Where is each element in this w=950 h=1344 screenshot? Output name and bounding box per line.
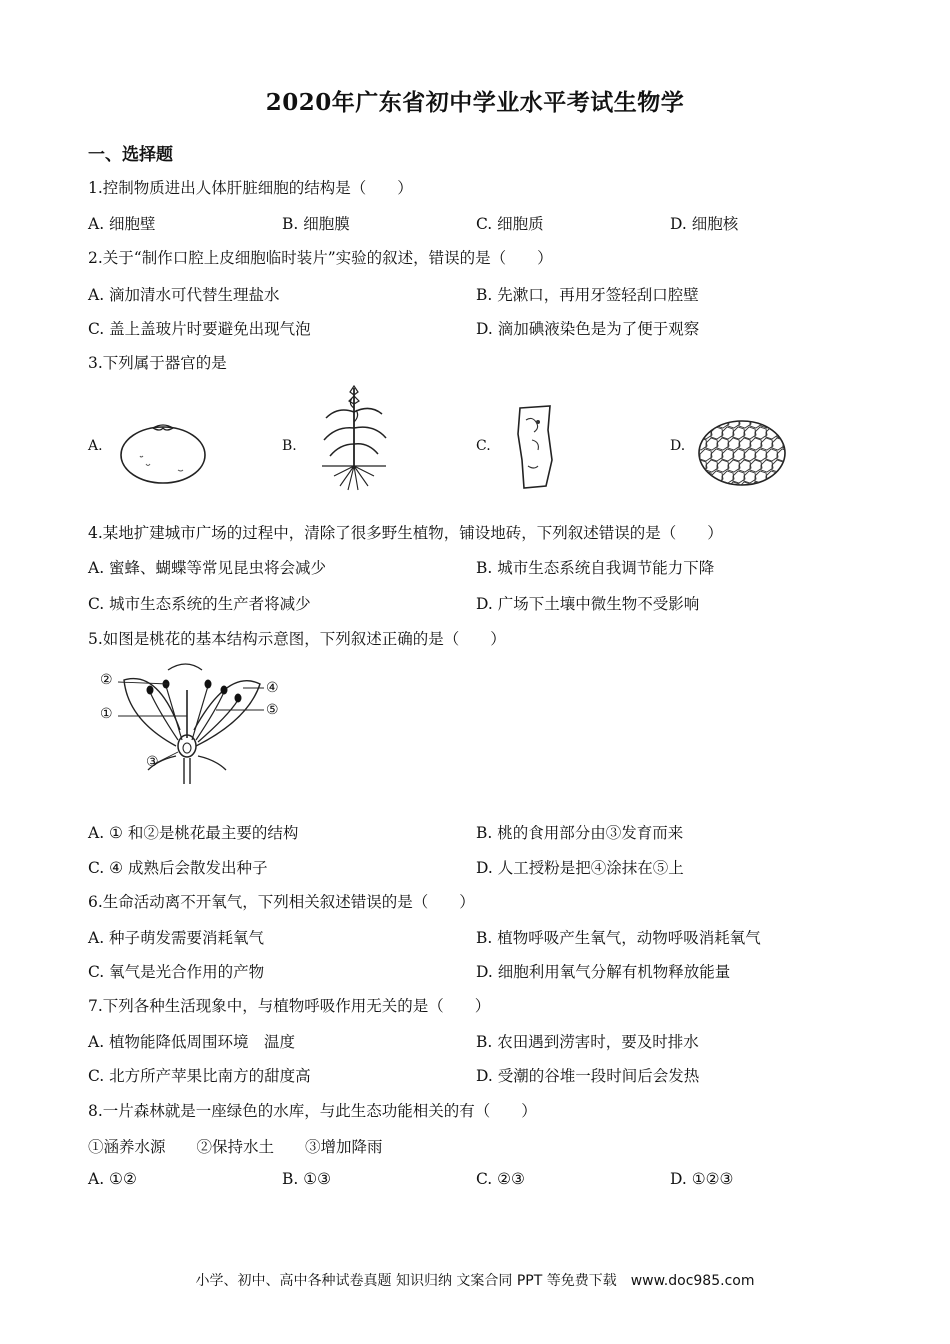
q3-option-c: C. (476, 438, 491, 454)
q7-option-c: C. 北方所产苹果比南方的甜度高 (88, 1067, 311, 1085)
peach-flower-diagram (98, 660, 298, 785)
tissue-cell (697, 482, 707, 488)
tissue-cell (783, 482, 787, 488)
question-7-stem: 7.下列各种生活现象中，与植物呼吸作用无关的是（ ） (88, 997, 491, 1015)
tissue-cell (777, 427, 787, 439)
tomato-image (118, 420, 208, 486)
q8-option-a: A. ①② (88, 1170, 137, 1188)
q7-option-d: D. 受潮的谷堆一段时间后会发热 (476, 1067, 700, 1085)
question-2-stem: 2.关于“制作口腔上皮细胞临时装片”实验的叙述，错误的是（ ） (88, 249, 553, 267)
q5-option-c: C. ④ 成熟后会散发出种子 (88, 859, 268, 877)
q1-option-b: B. 细胞膜 (282, 215, 350, 233)
tissue-cell (700, 471, 712, 483)
tissue-cell (772, 482, 784, 488)
stem-segment-image (510, 400, 560, 492)
q1-option-d: D. 细胞核 (670, 215, 739, 233)
q3-option-d: D. (670, 438, 686, 454)
q2-option-d: D. 滴加碘液染色是为了便于观察 (476, 320, 700, 338)
question-3-stem: 3.下列属于器官的是 (88, 354, 227, 372)
tissue-cell (783, 418, 787, 428)
q5-option-d: D. 人工授粉是把④涂抹在⑤上 (476, 859, 684, 877)
q7-option-b: B. 农田遇到涝害时，要及时排水 (476, 1033, 699, 1051)
q2-option-c: C. 盖上盖玻片时要避免出现气泡 (88, 320, 311, 338)
page-footer: 小学、初中、高中各种试卷真题 知识归纳 文案合同 PPT 等免费下载 www.doc985.com (195, 1273, 755, 1289)
q4-option-a: A. 蜜蜂、蝴蝶等常见昆虫将会减少 (88, 559, 327, 577)
q4-option-b: B. 城市生态系统自我调节能力下降 (476, 559, 715, 577)
section-heading: 一、选择题 (88, 145, 173, 165)
flower-label-2: ② (100, 672, 113, 688)
tissue-cell (697, 418, 707, 428)
q6-option-a: A. 种子萌发需要消耗氧气 (88, 929, 265, 947)
q1-option-a: A. 细胞壁 (88, 215, 156, 233)
q5-option-a: A. ① 和②是桃花最主要的结构 (88, 824, 299, 842)
cell-tissue-image (697, 418, 787, 488)
flower-label-1: ① (100, 706, 113, 722)
question-4-stem: 4.某地扩建城市广场的过程中，清除了很多野生植物，铺设地砖，下列叙述错误的是（ ） (88, 524, 723, 542)
q3-option-a: A. (88, 438, 103, 454)
flower-label-5: ⑤ (266, 702, 279, 718)
q8-option-d: D. ①②③ (670, 1170, 734, 1188)
tissue-cell (761, 482, 773, 488)
q4-option-d: D. 广场下土壤中微生物不受影响 (476, 595, 700, 613)
flower-label-3: ③ (146, 754, 159, 770)
q8-option-b: B. ①③ (282, 1170, 332, 1188)
q7-option-a: A. 植物能降低周围环境 温度 (88, 1033, 296, 1051)
q4-option-c: C. 城市生态系统的生产者将减少 (88, 595, 311, 613)
q6-option-c: C. 氧气是光合作用的产物 (88, 963, 265, 981)
question-1-stem: 1.控制物质进出人体肝脏细胞的结构是（ ） (88, 179, 413, 197)
q5-option-b: B. 桃的食用部分由③发育而来 (476, 824, 684, 842)
question-8-stem: 8.一片森林就是一座绿色的水库，与此生态功能相关的有（ ） (88, 1102, 537, 1120)
q8-option-c: C. ②③ (476, 1170, 525, 1188)
question-6-stem: 6.生命活动离不开氧气，下列相关叙述错误的是（ ） (88, 893, 475, 911)
question-5-stem: 5.如图是桃花的基本结构示意图，下列叙述正确的是（ ） (88, 630, 506, 648)
q1-option-c: C. 细胞质 (476, 215, 544, 233)
q8-statements: ①涵养水源 ②保持水土 ③增加降雨 (88, 1138, 383, 1156)
tissue-cell (772, 418, 784, 428)
flower-label-4: ④ (266, 680, 279, 696)
page-title: 2020年广东省初中学业水平考试生物学 (265, 89, 685, 116)
corn-plant-image (318, 382, 390, 494)
q2-option-a: A. 滴加清水可代替生理盐水 (88, 286, 280, 304)
q2-option-b: B. 先漱口，再用牙签轻刮口腔壁 (476, 286, 699, 304)
q6-option-b: B. 植物呼吸产生氧气，动物呼吸消耗氧气 (476, 929, 761, 947)
tissue-cell (706, 482, 718, 488)
q6-option-d: D. 细胞利用氧气分解有机物释放能量 (476, 963, 731, 981)
tissue-cell (777, 471, 787, 483)
q3-option-b: B. (282, 438, 297, 454)
